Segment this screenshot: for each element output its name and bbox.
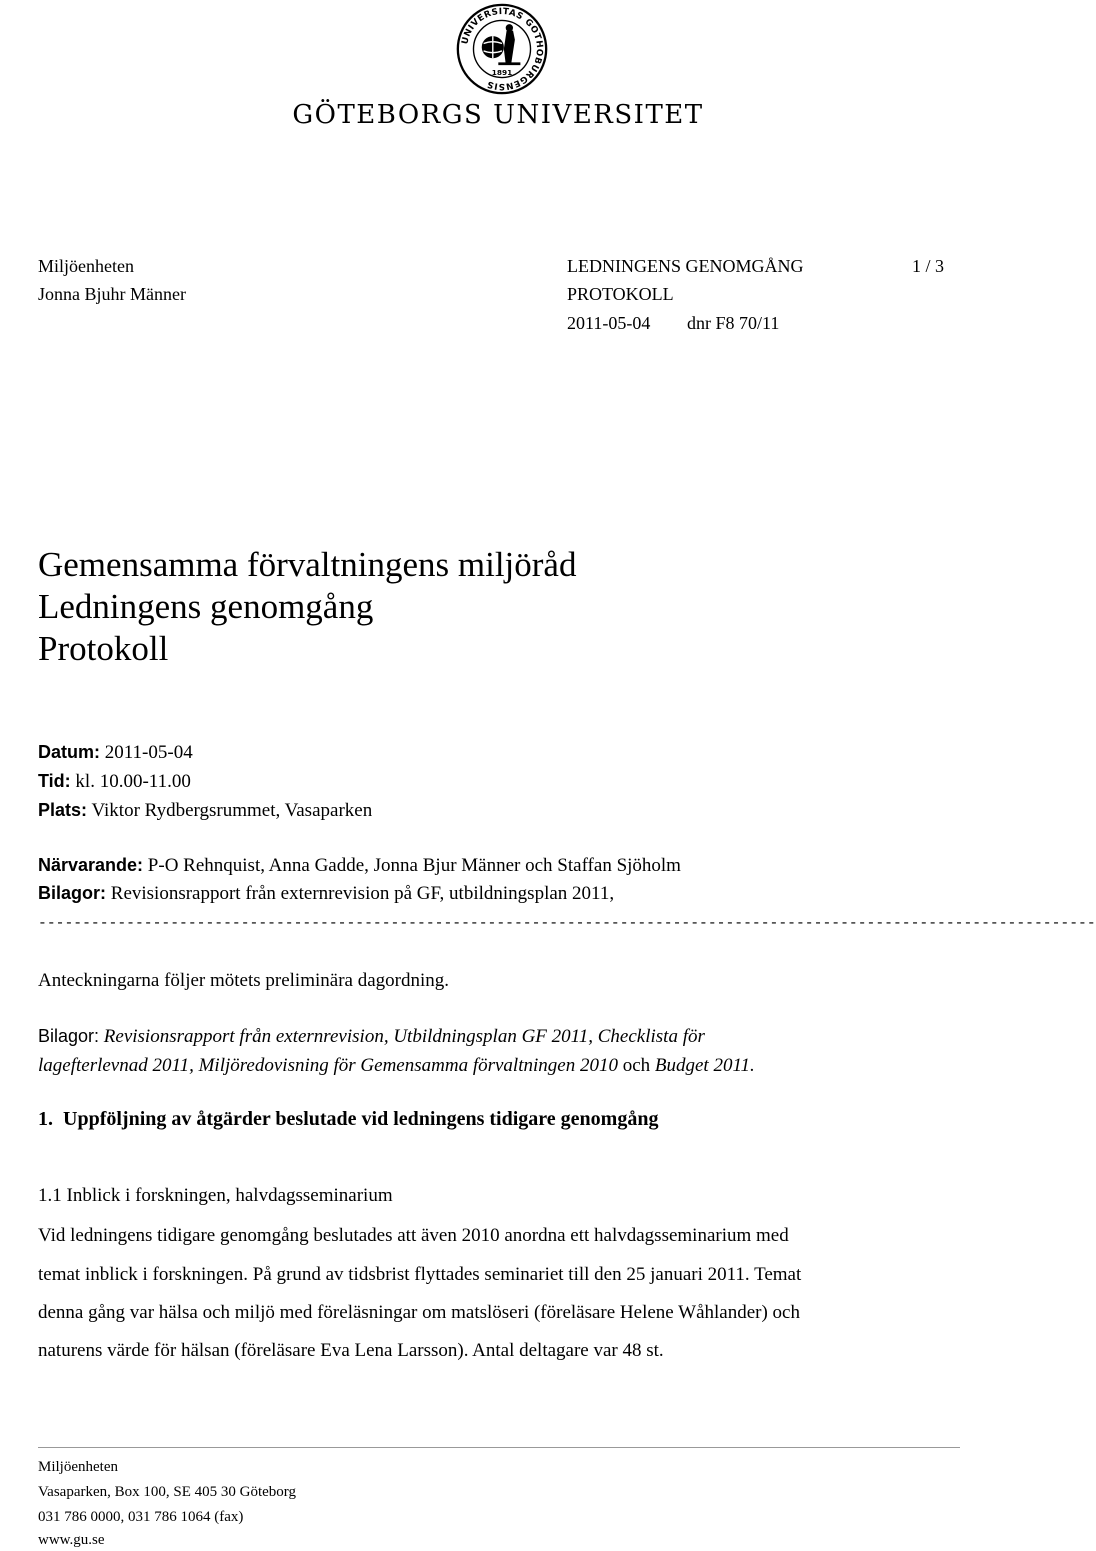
bilagor2-text-2b: Budget 2011. bbox=[654, 1055, 755, 1076]
plats-value: Viktor Rydbergsrummet, Vasaparken bbox=[87, 800, 373, 821]
university-seal-icon bbox=[456, 3, 548, 95]
tid-row bbox=[38, 771, 191, 793]
header-doc-title: LEDNINGENS GENOMGÅNG bbox=[567, 256, 804, 276]
intro-text: Anteckningarna följer mötets preliminära dagordning. bbox=[38, 970, 450, 991]
header-doc-type: PROTOKOLL bbox=[567, 284, 674, 304]
paragraph-line-2: temat inblick i forskningen. På grund av tidsbrist flyttades seminariet till den 25 januari 2011. Temat bbox=[38, 1264, 802, 1285]
plats-row bbox=[38, 800, 372, 822]
header-dept: Miljöenheten bbox=[38, 256, 134, 276]
bilagor-value: Revisionsrapport från externrevision på GF, utbildningsplan 2011, bbox=[106, 883, 615, 904]
bilagor2-label: Bilagor: bbox=[38, 1026, 100, 1046]
bilagor2-line-2 bbox=[38, 1055, 755, 1077]
bilagor-label: Bilagor: bbox=[38, 883, 107, 903]
paragraph-line-3: denna gång var hälsa och miljö med föreläsningar om matslöseri (föreläsare Helene Wåhlander) och bbox=[38, 1302, 800, 1323]
datum-value: 2011-05-04 bbox=[100, 742, 193, 763]
university-wordmark: GÖTEBORGS UNIVERSITET bbox=[292, 100, 704, 130]
bilagor2-line-1 bbox=[38, 1026, 705, 1048]
plats-label: Plats: bbox=[38, 800, 88, 820]
tid-value: kl. 10.00-11.00 bbox=[70, 771, 191, 792]
narvarande-value: P-O Rehnquist, Anna Gadde, Jonna Bjur Männer och Staffan Sjöholm bbox=[143, 855, 681, 876]
header-dnr: dnr F8 70/11 bbox=[687, 313, 780, 333]
page-number: 1 / 3 bbox=[912, 256, 945, 276]
divider-dashes: ------------------------------------------------------------------------------------------------------------------------ bbox=[38, 916, 1096, 932]
bilagor2-text-2a: lagefterlevnad 2011, Miljöredovisning för Gemensamma förvaltningen 2010 bbox=[38, 1055, 618, 1076]
footer-divider bbox=[38, 1447, 960, 1448]
title-line-2: Ledningens genomgång bbox=[38, 587, 374, 626]
bilagor2-och: och bbox=[617, 1055, 655, 1076]
section-1-number: 1. bbox=[38, 1108, 53, 1130]
footer-web-link[interactable]: www.gu.se bbox=[38, 1532, 105, 1548]
section-1-heading bbox=[38, 1108, 658, 1131]
footer-phone: 031 786 0000, 031 786 1064 (fax) bbox=[38, 1509, 244, 1525]
seal-year: 1891 bbox=[491, 67, 513, 77]
footer-address: Vasaparken, Box 100, SE 405 30 Göteborg bbox=[38, 1484, 297, 1500]
title-line-1: Gemensamma förvaltningens miljöråd bbox=[38, 545, 577, 584]
footer-dept: Miljöenheten bbox=[38, 1459, 118, 1475]
paragraph-line-1: Vid ledningens tidigare genomgång beslutades att även 2010 anordna ett halvdagsseminarium med bbox=[38, 1225, 789, 1246]
narvarande-label: Närvarande: bbox=[38, 855, 144, 875]
section-1-title: Uppföljning av åtgärder beslutade vid ledningens tidigare genomgång bbox=[63, 1108, 659, 1130]
header-author: Jonna Bjuhr Männer bbox=[38, 284, 186, 304]
title-line-3: Protokoll bbox=[38, 629, 169, 668]
paragraph-line-4: naturens värde för hälsan (föreläsare Eva Lena Larsson). Antal deltagare var 48 st. bbox=[38, 1340, 664, 1361]
bilagor-row bbox=[38, 883, 614, 905]
seal-ring-text: UNIVERSITAS GOTHOBURGENSIS bbox=[460, 6, 545, 91]
datum-label: Datum: bbox=[38, 742, 100, 762]
datum-row bbox=[38, 742, 193, 764]
bilagor2-text-1: Revisionsrapport från externrevision, Utbildningsplan GF 2011, Checklista för bbox=[99, 1026, 705, 1047]
header-date: 2011-05-04 bbox=[567, 313, 651, 333]
tid-label: Tid: bbox=[38, 771, 71, 791]
narvarande-row bbox=[38, 855, 681, 877]
subsection-1-1: 1.1 Inblick i forskningen, halvdagsseminarium bbox=[38, 1185, 393, 1206]
